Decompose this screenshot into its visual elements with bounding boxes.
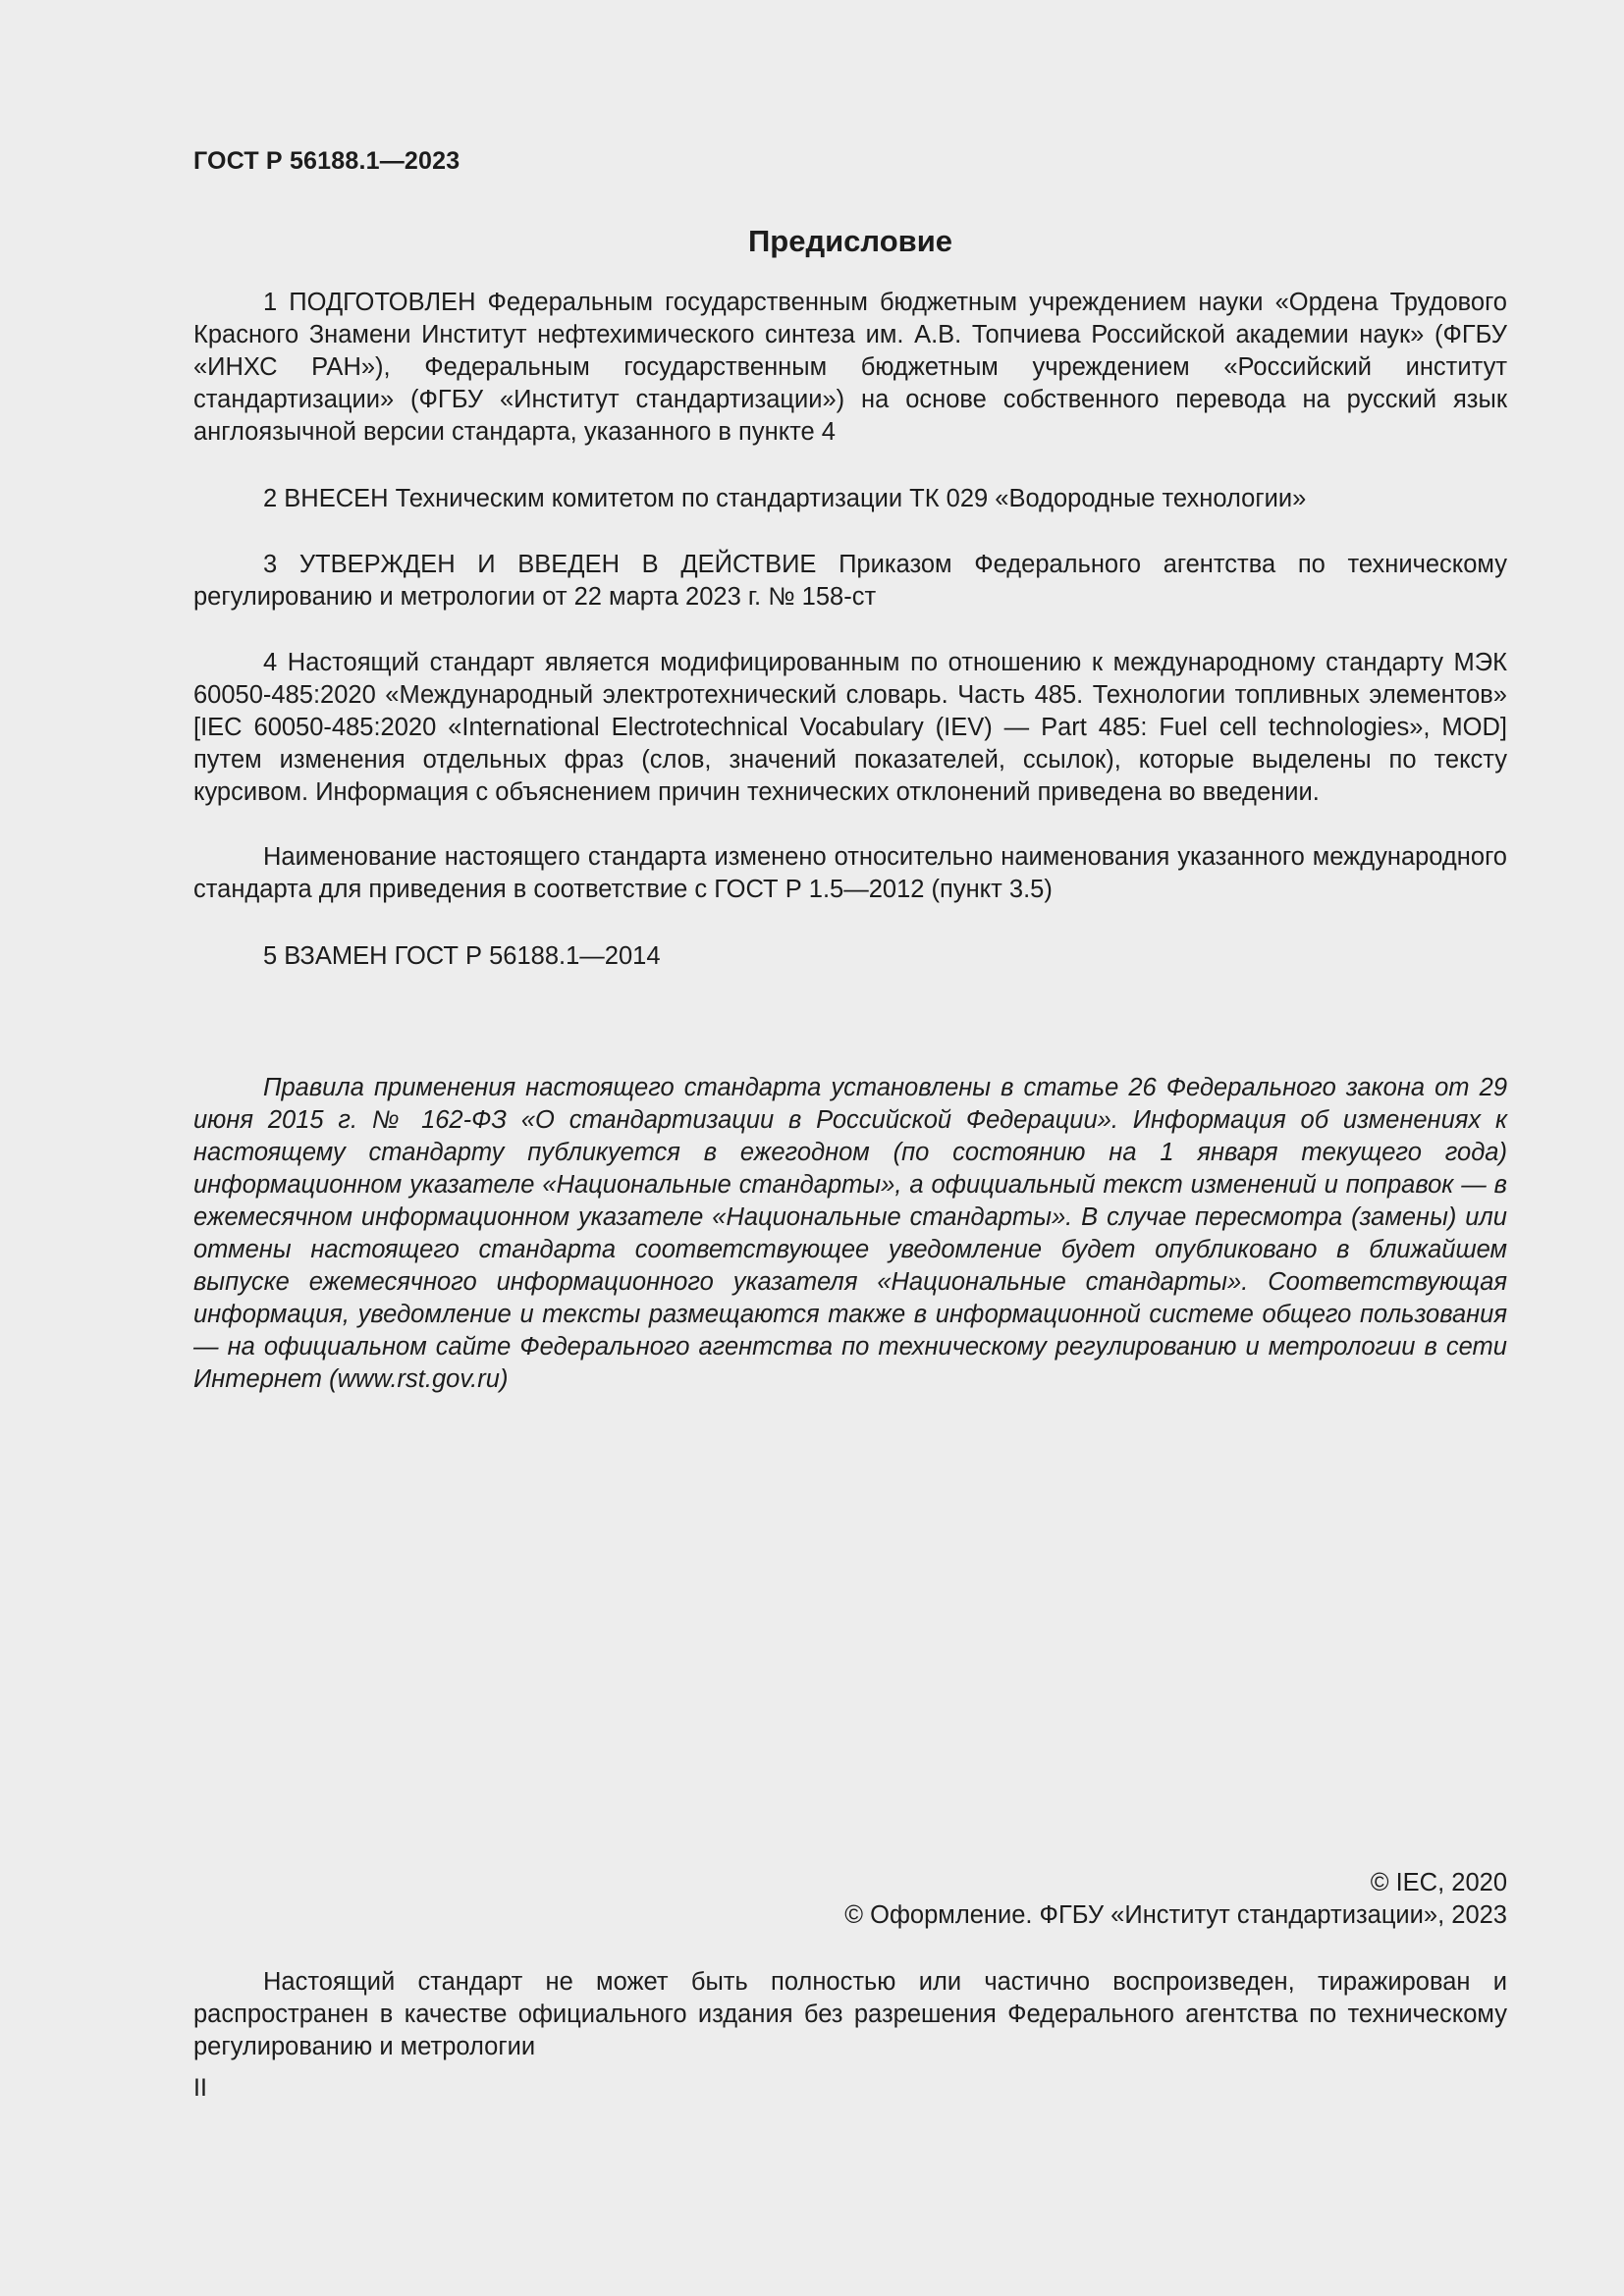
copyright-iec: © IEC, 2020 (1370, 1869, 1507, 1896)
document-code: ГОСТ Р 56188.1—2023 (193, 147, 460, 175)
paragraph-3: 3 УТВЕРЖДЕН И ВВЕДЕН В ДЕЙСТВИЕ Приказом Федерального агентства по техническому регулированию и метрологии от 22 марта 2023 г. № 158-ст (193, 551, 1507, 611)
page-title: Предисловие (747, 224, 952, 258)
paragraph-4: 4 Настоящий стандарт является модифицированным по отношению к международному стандарту МЭК 60050-485:2020 «Международный электротехнический словарь. Часть 485. Технологии топливных элементов» [IEC 60050-485:2020 «International Electrotechnical Vocabulary (IEV) — Part 485: Fuel cell technologies», MOD] путем изменения отдельных фраз (слов, значений показателей, ссылок), которые выделены по тексту курсивом. Информация с объяснением причин технических отклонений приведена во введении. (193, 649, 1507, 806)
copyright-design: © Оформление. ФГБУ «Институт стандартизации», 2023 (844, 1901, 1507, 1929)
paragraph-4-naming: Наименование настоящего стандарта изменено относительно наименования указанного международного стандарта для приведения в соответствие с ГОСТ Р 1.5—2012 (пункт 3.5) (193, 843, 1507, 903)
paragraph-2: 2 ВНЕСЕН Техническим комитетом по стандартизации ТК 029 «Водородные технологии» (263, 485, 1307, 512)
reproduction-notice: Настоящий стандарт не может быть полностью или частично воспроизведен, тиражирован и распространен в качестве официального издания без разрешения Федерального агентства по техническому регулированию и метрологии (193, 1968, 1507, 2060)
page-number: II (193, 2074, 207, 2102)
paragraph-1: 1 ПОДГОТОВЛЕН Федеральным государственным бюджетным учреждением науки «Ордена Трудового Красного Знамени Институт нефтехимического синтеза им. А.В. Топчиева Российской академии наук» (ФГБУ «ИНХС РАН»), Федеральным государственным бюджетным учреждением «Российский институт стандартизации» (ФГБУ «Институт стандартизации») на основе собственного перевода на русский язык англоязычной версии стандарта, указанного в пункте 4 (193, 289, 1507, 446)
paragraph-5: 5 ВЗАМЕН ГОСТ Р 56188.1—2014 (263, 942, 661, 970)
application-rules-text: Правила применения настоящего стандарта установлены в статье 26 Федерального закона от 29 июня 2015 г. № 162-ФЗ «О стандартизации в Российской Федерации». Информация об изменениях к настоящему стандарту публикуется в ежегодном (по состоянию на 1 января текущего года) информационном указателе «Национальные стандарты», а официальный текст изменений и поправок — в ежемесячном информационном указателе «Национальные стандарты». В случае пересмотра (замены) или отмены настоящего стандарта соответствующее уведомление будет опубликовано в ближайшем выпуске ежемесячного информационного указателя «Национальные стандарты». Соответствующая информация, уведомление и тексты размещаются также в информационной системе общего пользования — на официальном сайте Федерального агентства по техническому регулированию и метрологии в сети Интернет (www.rst.gov.ru) (193, 1074, 1507, 1393)
